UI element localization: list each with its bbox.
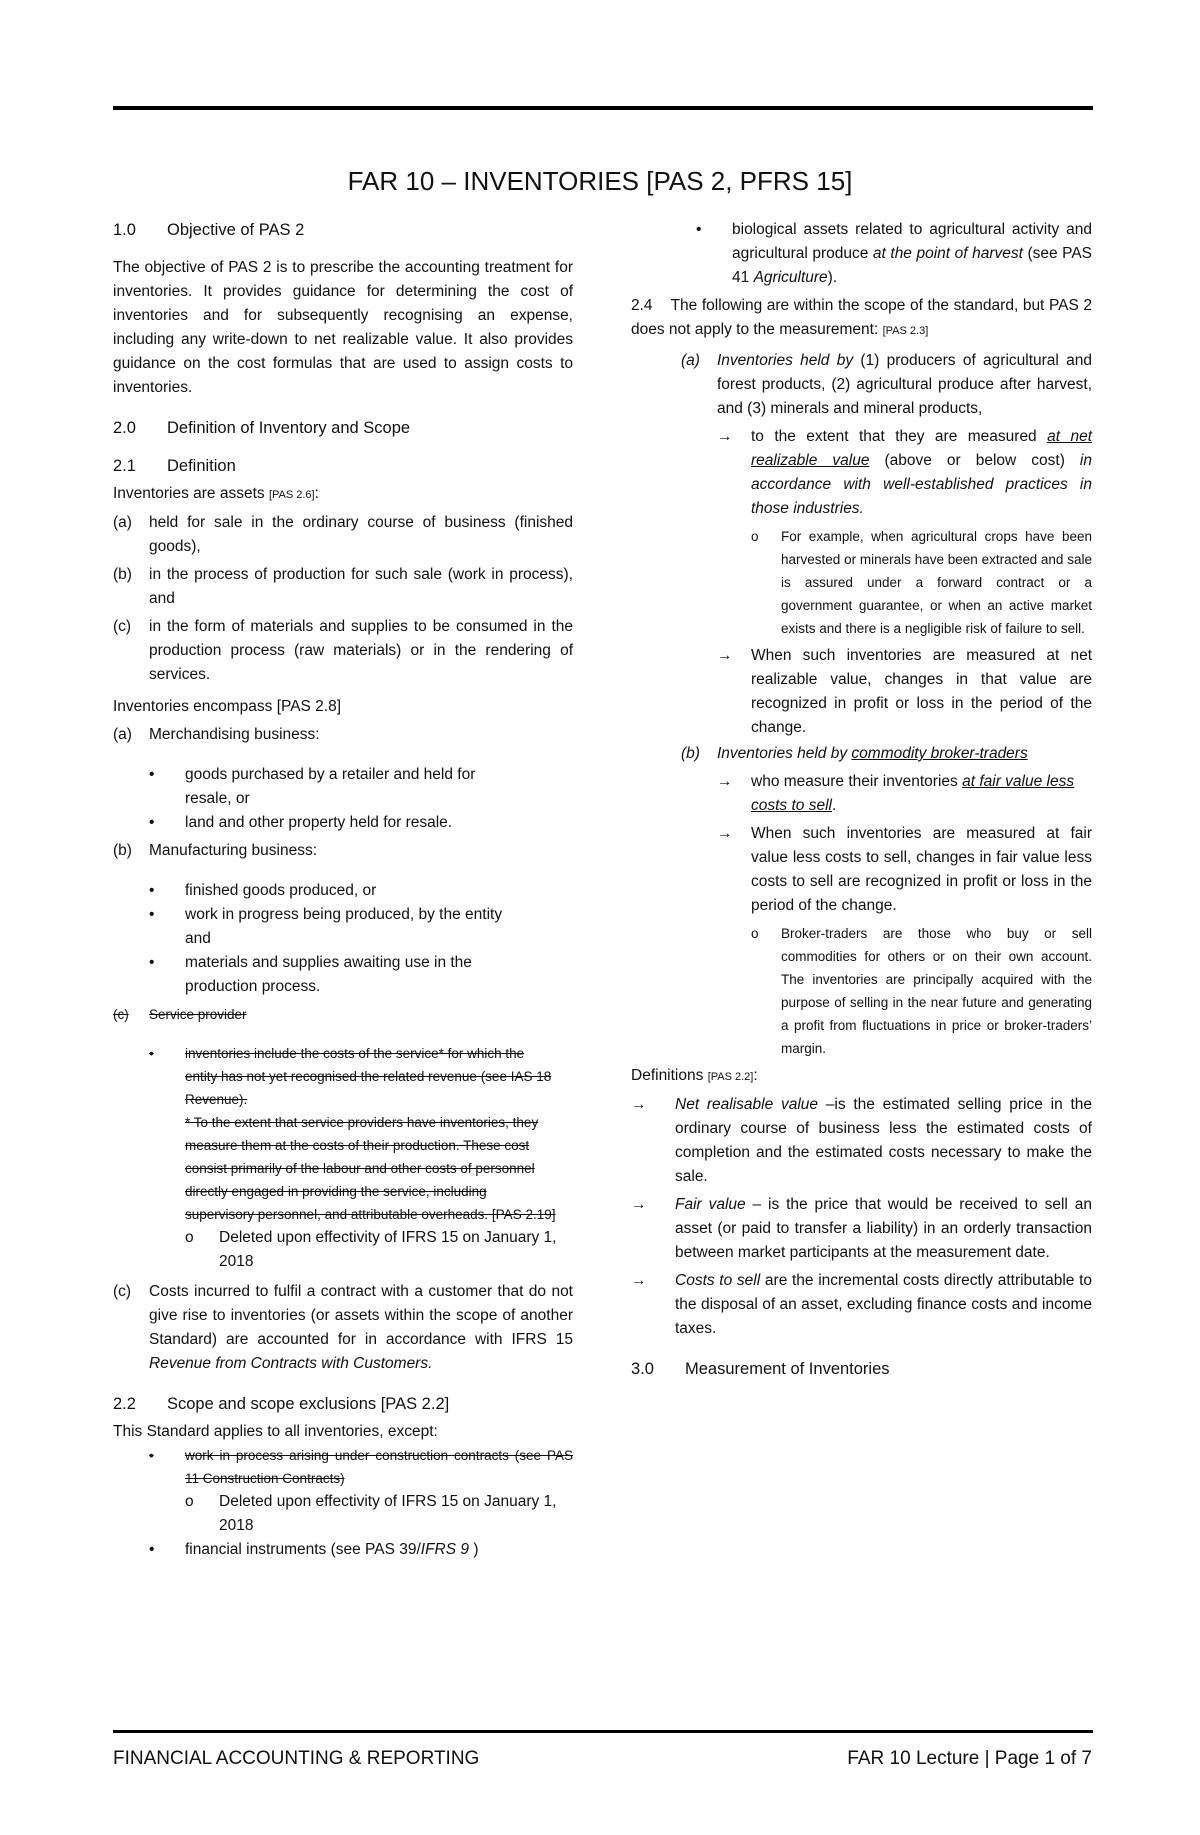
scope-intro: This Standard applies to all inventories, except: — [113, 1423, 438, 1440]
service-provider-heading: (c) Service provider — [113, 1007, 247, 1022]
merchandising-heading: (a) Merchandising business: — [113, 726, 320, 743]
definition-intro: Inventories are assets [PAS 2.6]: — [113, 485, 319, 502]
list-item: (b) Inventories held by commodity broker-traders — [681, 745, 1028, 762]
footer-right: FAR 10 Lecture | Page 1 of 7 — [847, 1748, 1092, 1769]
list-item: • goods purchased by a retailer and held for resale, or — [149, 766, 476, 807]
list-item: • finished goods produced, or — [149, 882, 377, 899]
list-item: o Broker-traders are those who buy or sell commodities for others or on their own account. The inventories are principally acquired with the purpose of selling in the near future and generating a profit from fluctuations in price or broker-traders’ margin. — [751, 926, 1092, 1056]
list-item: • financial instruments (see PAS 39/IFRS 9 ) — [149, 1541, 479, 1558]
list-item: (a) held for sale in the ordinary course of business (finished goods), — [113, 514, 573, 555]
section-2-1-heading: 2.1 Definition — [113, 457, 236, 475]
list-item: o Deleted upon effectivity of IFRS 15 on January 1, 2018 — [185, 1229, 557, 1270]
list-item: → Net realisable value –is the estimated selling price in the ordinary course of business less the estimated costs of completion and the estimated costs necessary to make the sale. — [631, 1096, 1092, 1185]
section-2-4-paragraph: 2.4 The following are within the scope of the standard, but PAS 2 does not apply to the measurement: [PAS 2.3] — [631, 297, 1093, 338]
list-item: (c) in the form of materials and supplies to be consumed in the production process (raw materials) or in the rendering of services. — [113, 618, 573, 683]
definitions-heading: Definitions [PAS 2.2]: — [631, 1067, 758, 1084]
left-column — [113, 218, 573, 1562]
footer-left: FINANCIAL ACCOUNTING & REPORTING — [113, 1748, 480, 1769]
page-title: FAR 10 – INVENTORIES [PAS 2, PFRS 15] — [347, 166, 853, 196]
list-item: o For example, when agricultural crops have been harvested or minerals have been extracted and sale is assured under a forward contract or a government guarantee, or when an active market exists and there is a negligible risk of failure to sell. — [751, 529, 1092, 636]
list-item: • work in progress being produced, by the entity and — [149, 906, 503, 947]
list-item: → Costs to sell are the incremental costs directly attributable to the disposal of an asset, excluding finance costs and income taxes. — [631, 1272, 1093, 1337]
objective-paragraph: The objective of PAS 2 is to prescribe the accounting treatment for inventories. It provides guidance for determining the cost of inventories and for subsequently recognising an expense, including any write-down to net realizable value. It also provides guidance on the cost formulas that are used to assign costs to inventories. — [113, 259, 573, 396]
list-item: → Fair value – is the price that would be received to sell an asset (or paid to transfer a liability) in an orderly transaction between market participants at the measurement date. — [631, 1196, 1092, 1261]
list-item: o Deleted upon effectivity of IFRS 15 on January 1, 2018 — [185, 1493, 557, 1534]
encompass-heading: Inventories encompass [PAS 2.8] — [113, 698, 342, 715]
section-2-2-heading: 2.2 Scope and scope exclusions [PAS 2.2] — [113, 1395, 450, 1413]
list-item: → When such inventories are measured at fair value less costs to sell, changes in fair value less costs to sell are recognized in profit or loss in the period of the change. — [717, 825, 1092, 914]
list-item: → When such inventories are measured at net realizable value, changes in that value are recognized in profit or loss in the period of the change. — [717, 647, 1092, 736]
list-item: (a) Inventories held by (1) producers of agricultural and forest products, (2) agricultural produce after harvest, and (3) minerals and mineral products, — [681, 352, 1092, 417]
section-3-heading: 3.0 Measurement of Inventories — [631, 1360, 890, 1378]
section-2-heading: 2.0 Definition of Inventory and Scope — [113, 419, 411, 437]
header-rule — [113, 106, 1093, 110]
list-item: → to the extent that they are measured at net realizable value (above or below cost) in accordance with well-established practices in those industries. — [717, 428, 1093, 517]
manufacturing-heading: (b) Manufacturing business: — [113, 842, 318, 859]
right-column — [631, 218, 1092, 1395]
service-footnote: * To the extent that service providers have inventories, they measure them at the costs of their production. These cost consist primarily of the labour and other costs of personnel directly engaged in providing the service, including supervisory personnel, and attributable overheads. [PAS 2.19] — [185, 1115, 556, 1222]
list-item: • work in process arising under construction contracts (see PAS 11 Construction Contracts) — [149, 1448, 573, 1486]
section-1-heading: 1.0 Objective of PAS 2 — [113, 221, 305, 239]
list-item: (c) Costs incurred to fulfil a contract with a customer that do not give rise to inventories (or assets within the scope of another Standard) are accounted for in accordance with IFRS 15 Revenue from Contracts with Customers. — [113, 1283, 573, 1372]
footer-rule — [113, 1730, 1093, 1733]
list-item: (b) in the process of production for such sale (work in process), and — [113, 566, 573, 607]
list-item: → who measure their inventories at fair value less costs to sell. — [717, 773, 1075, 814]
list-item: • biological assets related to agricultural activity and agricultural produce at the point of harvest (see PAS 41 Agriculture). — [696, 221, 1093, 286]
list-item: • materials and supplies awaiting use in the production process. — [149, 954, 472, 995]
list-item: • inventories include the costs of the service* for which the entity has not yet recognised the related revenue (see IAS 18 Revenue). — [149, 1046, 552, 1107]
list-item: • land and other property held for resale. — [149, 814, 453, 831]
